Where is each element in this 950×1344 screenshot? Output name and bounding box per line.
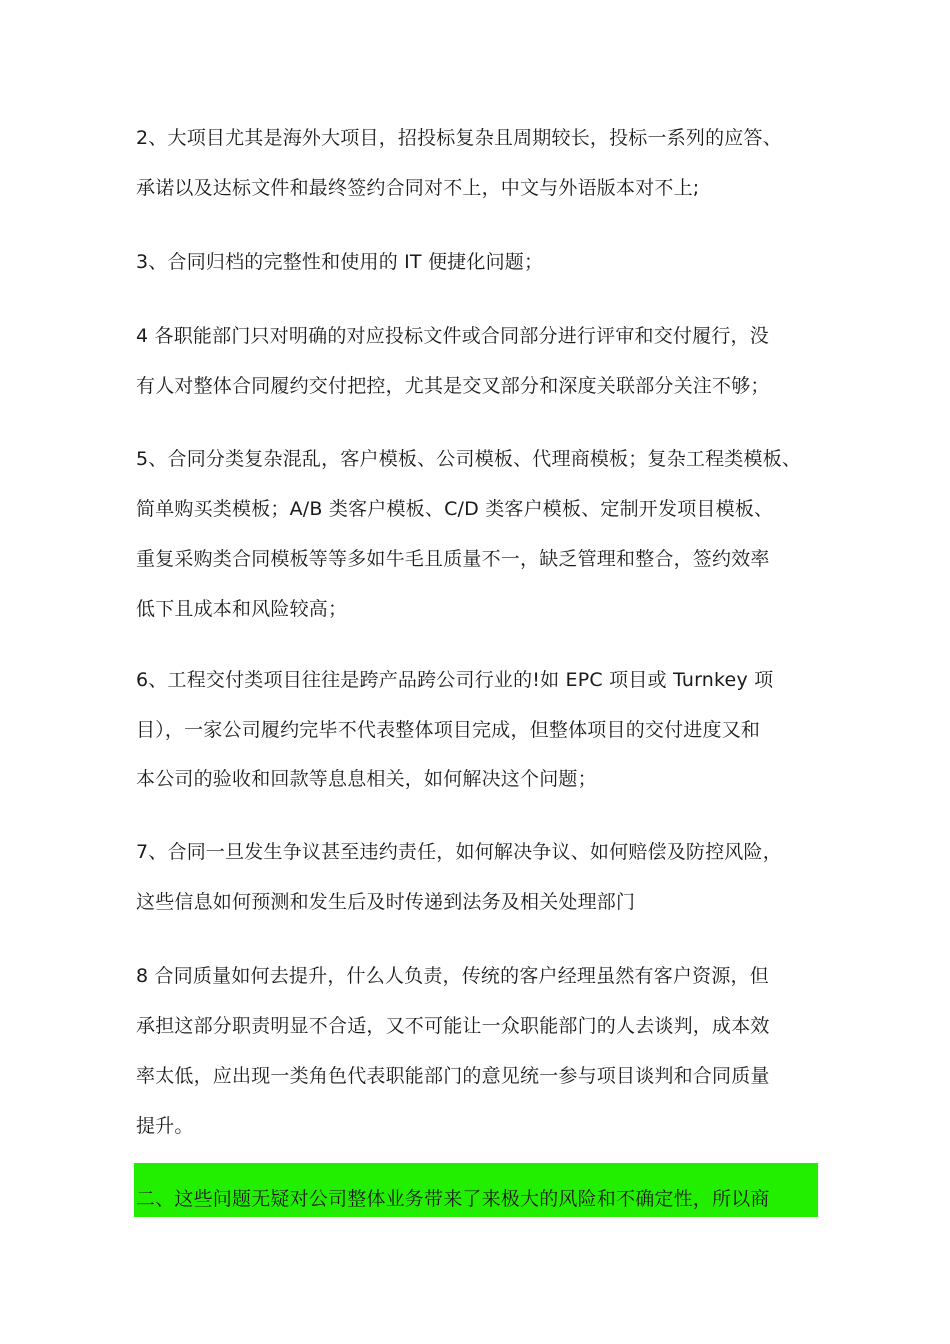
paragraph-8-line-3: 率太低，应出现一类角色代表职能部门的意见统一参与项目谈判和合同质量 xyxy=(136,1065,770,1087)
paragraph-6-line-1: 6、工程交付类项目往往是跨产品跨公司行业的!如 EPC 项目或 Turnkey 项 xyxy=(136,669,774,691)
paragraph-6-line-2: 目），一家公司履约完毕不代表整体项目完成，但整体项目的交付进度又和 xyxy=(136,719,761,741)
paragraph-2-line-1: 2、大项目尤其是海外大项目，招投标复杂且周期较长，投标一系列的应答、 xyxy=(136,127,782,149)
section-heading: 二、这些问题无疑对公司整体业务带来了来极大的风险和不确定性，所以商 xyxy=(136,1188,770,1210)
paragraph-7-line-1: 7、合同一旦发生争议甚至违约责任，如何解决争议、如何赔偿及防控风险， xyxy=(136,841,782,863)
paragraph-5-line-4: 低下且成本和风险较高； xyxy=(136,598,348,620)
paragraph-3-line-1: 3、合同归档的完整性和使用的 IT 便捷化问题； xyxy=(136,251,544,273)
paragraph-5-line-2: 简单购买类模板；A/B 类客户模板、C/D 类客户模板、定制开发项目模板、 xyxy=(136,498,774,520)
paragraph-5-line-3: 重复采购类合同模板等等多如牛毛且质量不一，缺乏管理和整合，签约效率 xyxy=(136,548,770,570)
paragraph-5-line-1: 5、合同分类复杂混乱，客户模板、公司模板、代理商模板；复杂工程类模板、 xyxy=(136,448,802,470)
paragraph-7-line-2: 这些信息如何预测和发生后及时传递到法务及相关处理部门 xyxy=(136,891,636,913)
paragraph-8-line-1: 8 合同质量如何去提升，什么人负责，传统的客户经理虽然有客户资源，但 xyxy=(136,965,769,987)
paragraph-4-line-1: 4 各职能部门只对明确的对应投标文件或合同部分进行评审和交付履行，没 xyxy=(136,325,769,347)
paragraph-6-line-3: 本公司的验收和回款等息息相关，如何解决这个问题； xyxy=(136,768,597,790)
paragraph-4-line-2: 有人对整体合同履约交付把控，尤其是交叉部分和深度关联部分关注不够； xyxy=(136,375,770,397)
paragraph-8-line-4: 提升。 xyxy=(136,1115,194,1137)
paragraph-2-line-2: 承诺以及达标文件和最终签约合同对不上，中文与外语版本对不上; xyxy=(136,177,700,199)
paragraph-8-line-2: 承担这部分职责明显不合适，又不可能让一众职能部门的人去谈判，成本效 xyxy=(136,1015,770,1037)
